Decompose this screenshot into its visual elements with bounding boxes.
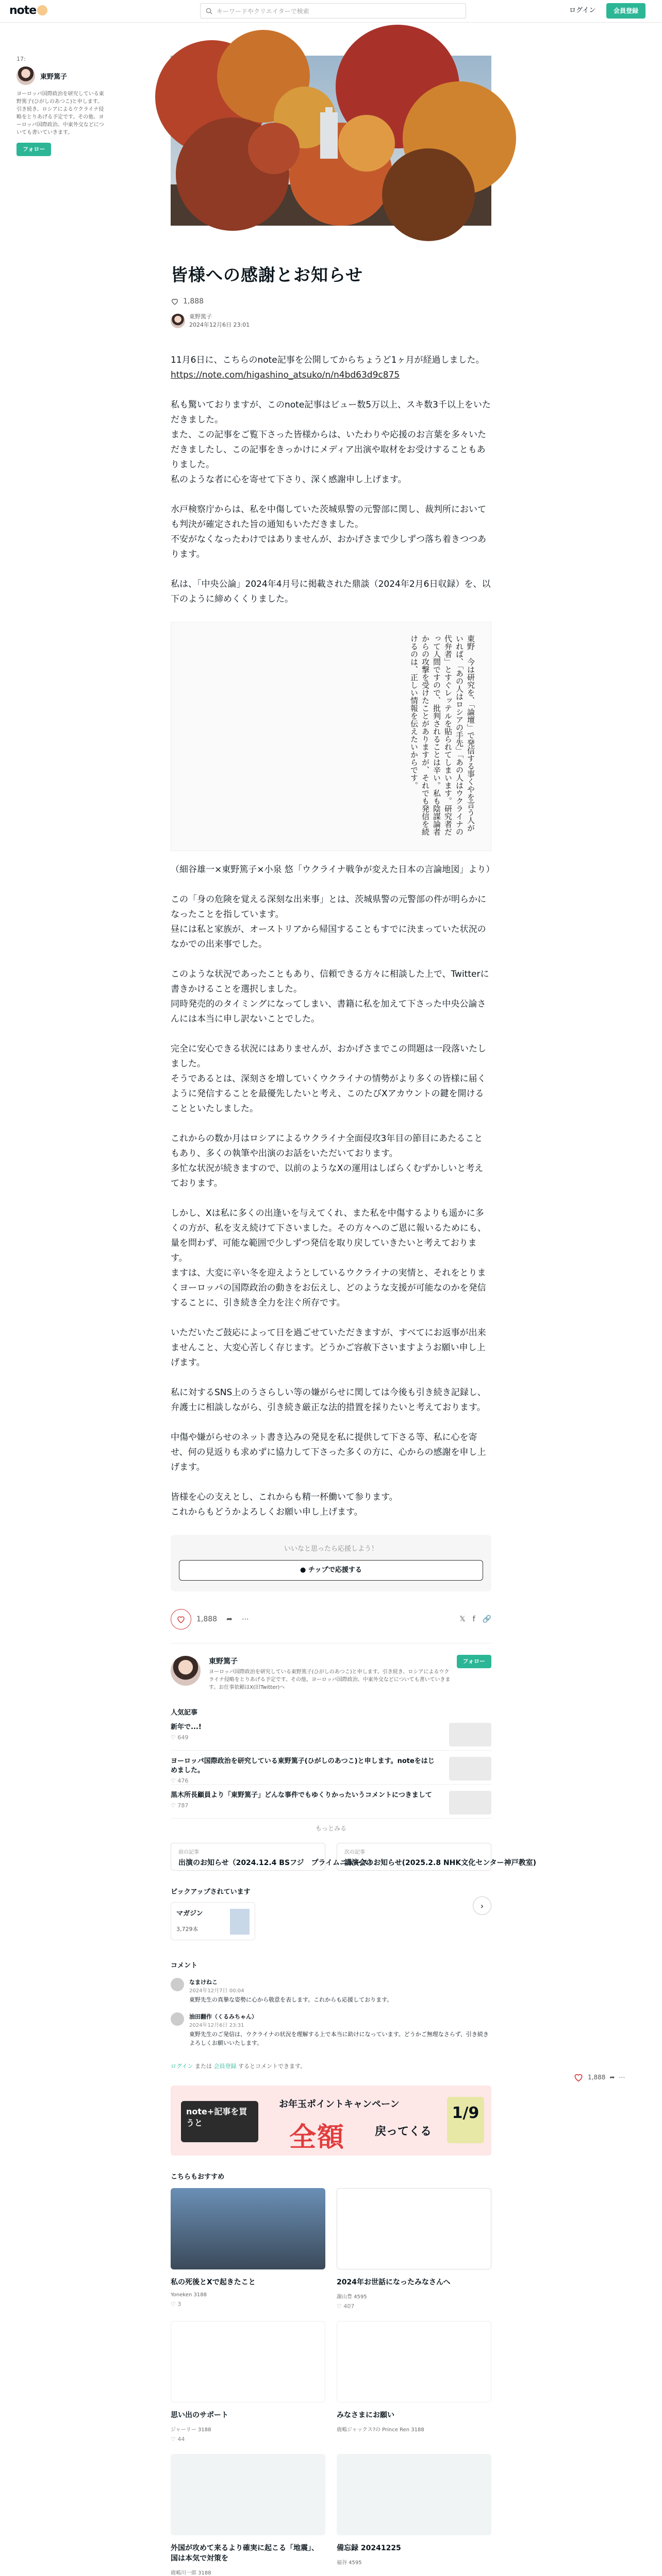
banner-date: 1/9 [447, 2097, 484, 2143]
chevron-right-icon: › [480, 1901, 484, 1911]
next-title: 講演会のお知らせ(2025.2.8 NHK文化センター神戸教室) [344, 1859, 537, 1867]
rec-card[interactable] [337, 2321, 491, 2443]
login-link[interactable]: ログイン [171, 2063, 193, 2070]
article-nav [171, 1843, 537, 1871]
heart-icon: ♡ [337, 2303, 344, 2310]
sidebar-follow-button[interactable]: フォロー [16, 143, 51, 156]
share-icon[interactable]: ➦ [609, 2074, 615, 2081]
paragraph: これからもどうかよろしくお願い申し上げます。 [171, 1507, 363, 1517]
carousel-next-button[interactable] [473, 1896, 491, 1915]
comment-text: 東野先生の真摯な姿勢に心から敬意を表します。これからも応援しております。 [189, 1996, 393, 2003]
rec-author: 福谷 4595 [337, 2560, 362, 2566]
paragraph: いただいたご鼓応によって日を過ごせていただきますが、すべてにお返事が出来ませんこと、大変心苦しく存じます。どうかご容赦下さいますようお願い申し上げます。 [171, 1328, 486, 1368]
logo-face-icon [37, 5, 47, 15]
paragraph: また、この記事をご覧下さった皆様からは、いたわりや応援のお言葉を多々いただきましたし、この記事をきっかけにメディア出演や取材をお受けすることもありました。 [171, 430, 486, 470]
quote-caption: （細谷雄一×東野篤子×小泉 悠「ウクライナ戦争が変えた日本の言論地図」より） [171, 865, 495, 875]
rec-card[interactable] [171, 2188, 325, 2310]
paragraph: 私のような者に心を寄せて下さり、深く感謝申し上げます。 [171, 474, 407, 485]
paragraph: 多忙な状況が続きますので、以前のようなXの運用はしばらくむずかしいと考えております。 [171, 1163, 484, 1189]
comments-title: コメント [171, 1962, 198, 1970]
rec-title: みなさまにお願い [337, 2411, 394, 2419]
tip-label: チップで応援する [308, 1566, 362, 1574]
rec-author: ジャーリー 3188 [171, 2427, 211, 2433]
rec-title: 2024年お世話になったみなさんへ [337, 2278, 451, 2286]
paragraph: 完全に安心できる状況にはありませんが、おかげさまでこの問題は一段落いたしました。 [171, 1044, 486, 1069]
paragraph: 昼には私と家族が、オーストリアから帰国することもすでに決まっていた状況のなかでの出来事でした。 [171, 924, 486, 950]
author-card-follow-button[interactable]: フォロー [457, 1655, 491, 1668]
author-card-bio: ヨーロッパ国際政治を研究している東野篤子(ひがしのあつこ)と申します。引き続き、ロシアによるウクライナ侵略をとりあげる予定です。その他、ヨーロッパ国際政治、中東外交などについても書いていきます。お仕事依頼はX(旧Twitter)へ [209, 1669, 451, 1690]
popular-item-thumbnail [449, 1791, 491, 1815]
heart-icon: ♡ [171, 2436, 178, 2443]
popular-item-title: 黒木所長顧員より「東野篤子」どんな事件でもゆくりかったいうコメントにつきまして [171, 1791, 432, 1799]
rec-card[interactable] [337, 2454, 491, 2576]
tip-button[interactable] [179, 1560, 483, 1581]
floating-like[interactable] [573, 2072, 625, 2082]
article [171, 56, 537, 2576]
comment-text: 東野先生のご発信は、ウクライナの状況を理解する上で本当に助けになっています。どうかご無理なさらず、引き続きよろしくお願いいたします。 [189, 2031, 489, 2046]
banner-left-text: note+記事を買うと [181, 2101, 258, 2142]
search-input[interactable] [200, 3, 466, 19]
campaign-banner[interactable] [171, 2086, 491, 2156]
recs-title: こちらもおすすめ [171, 2173, 225, 2181]
hero-image [171, 56, 491, 226]
sidebar-author-name[interactable]: 東野篤子 [40, 73, 68, 81]
magazine-card[interactable] [171, 1902, 255, 1940]
heart-icon: ♡ [171, 2301, 178, 2308]
paragraph: 中傷や嫌がらせのネット書き込みの発見を私に提供して下さる等、私に心を寄せ、何の見返りも求めずに協力して下さった多くの方に、心からの感謝を申し上げます。 [171, 1432, 486, 1472]
list-item[interactable] [171, 1717, 491, 1751]
heart-icon: ♡ [171, 1802, 178, 1809]
support-box [171, 1535, 491, 1591]
x-share-icon[interactable]: 𝕏 [459, 1615, 466, 1623]
popular-item-title: 新年で...! [171, 1723, 202, 1731]
author-card-avatar[interactable] [171, 1656, 201, 1686]
heart-icon: ♡ [171, 1734, 178, 1741]
commenter-name[interactable]: なまけねこ [189, 1979, 218, 1986]
list-item[interactable] [171, 1751, 491, 1785]
article-body [171, 353, 495, 1520]
heart-icon: ♡ [171, 1777, 178, 1784]
magazine-label: マガジン [176, 1910, 203, 1918]
login-button[interactable]: ログイン [569, 7, 596, 14]
comment-date: 2024年12月7日 00:04 [189, 1988, 244, 1994]
paragraph: 皆様を心の支えとし、これからも精一杯働いて参ります。 [171, 1492, 398, 1502]
like-button[interactable] [171, 1609, 191, 1630]
popular-item-thumbnail [449, 1723, 491, 1747]
next-label: 次の記事 [344, 1850, 365, 1855]
like-summary [171, 297, 491, 306]
search-placeholder: キーワードやクリエイターで検索 [217, 7, 309, 15]
search-icon [206, 8, 212, 14]
commenter-name[interactable]: 油田翻作（くるみちゃん） [189, 2013, 257, 2020]
popular-item-likes: 476 [177, 1777, 189, 1784]
publish-date: 2024年12月6日 23:01 [189, 321, 250, 328]
sidebar-small-text: 17: [16, 56, 26, 62]
more-icon[interactable]: ⋯ [241, 1615, 249, 1623]
heart-icon [176, 1615, 186, 1624]
share-icon[interactable]: ➦ [226, 1615, 233, 1623]
paragraph: このような状況であったこともあり、信頼できる方々に相談した上で、Twitterに書きかけることを選択しました。 [171, 969, 489, 994]
paragraph: この「身の危険を覚える深刻な出来事」とは、茨城県警の元警部の件が明らかになったことを指しています。 [171, 894, 486, 920]
link-share-icon[interactable]: 🔗 [482, 1615, 491, 1623]
rec-thumbnail [337, 2454, 491, 2535]
quote-image [171, 622, 491, 851]
rec-likes: 3 [177, 2301, 181, 2308]
like-count: 1,888 [183, 297, 204, 306]
tip-icon: ● [300, 1566, 306, 1574]
rec-thumbnail [171, 2321, 325, 2402]
magazine-thumbnail [230, 1909, 250, 1935]
popular-item-likes: 649 [177, 1734, 189, 1741]
article-author [171, 313, 491, 329]
comment [171, 1978, 491, 2004]
paragraph: 11月6日に、こちらのnote記事を公開してからちょうど1ヶ月が経過しました。 [171, 355, 485, 365]
paragraph: 水戸検察庁からは、私を中傷していた茨城県警の元警部に関し、裁判所においても判決が確定された旨の通知もいただきました。 [171, 504, 486, 530]
rec-likes: 44 [177, 2436, 185, 2443]
rec-thumbnail [337, 2188, 491, 2269]
rec-likes: 407 [343, 2303, 355, 2310]
commenter-avatar[interactable] [171, 2012, 184, 2026]
prev-label: 前の記事 [178, 1850, 199, 1855]
next-article[interactable] [337, 1843, 537, 1871]
author-avatar[interactable] [171, 314, 185, 328]
paragraph: 私は、「中央公論」2024年4月号に掲載された鼎談（2024年2月6日収録）を、以下のように締めくくりました。 [171, 579, 491, 604]
sidebar-profile [16, 56, 104, 156]
action-bar [171, 1609, 491, 1630]
facebook-share-icon[interactable]: f [472, 1615, 475, 1623]
paragraph: 私も驚いておりますが、このnote記事はビュー数5万以上、スキ数3千以上をいただきました。 [171, 400, 491, 425]
rec-author: 謝山豊 4595 [337, 2294, 367, 2300]
note-logo[interactable]: note [9, 4, 47, 17]
banner-top-text: お年玉ポイントキャンペーン [279, 2099, 400, 2110]
paragraph: しかし、Xは私に多くの出逢いを与えてくれ、また私を中傷するよりも遥かに多くの方が、私を支え続けて下さいました。その方々へのご恩に報いるためにも、量を問わず、可能な範囲で少しずつ発信を取り戻していきたいと考えております。 [171, 1208, 486, 1263]
commenter-avatar[interactable] [171, 1978, 184, 1991]
rec-thumbnail [171, 2454, 325, 2535]
prev-title: 出演のお知らせ（2024.12.4 BSフジ プライムニュース） [178, 1859, 376, 1867]
banner-big-text: 全額 [289, 2122, 345, 2153]
note-mid: または [194, 2063, 212, 2070]
banner-right-text: 戻ってくる [375, 2125, 432, 2138]
popular-item-thumbnail [449, 1757, 491, 1781]
rec-title: 思い出のサポート [171, 2411, 228, 2419]
rec-card[interactable] [171, 2321, 325, 2443]
author-card-name[interactable]: 東野篤子 [209, 1657, 238, 1666]
quote-text: 東野 今は研究を、「論壇」で発信する事くやを言う人がいれば、「あの人はロシアの手先」「あの人はウクライナの代弁者」とすぐレッテルを貼られてしまいます。研究者だって人間ですので、批判されることは辛い。私も陰謀論者からの攻撃を受けたことがありますが、それでも発信を続けるのは、正しい情報を伝えたいからです。 [409, 635, 475, 836]
comments-section [171, 1960, 491, 2070]
popular-articles [171, 1707, 491, 1833]
like-count: 1,888 [196, 1615, 218, 1623]
popular-title: 人気記事 [171, 1709, 198, 1717]
rec-thumbnail [337, 2321, 491, 2402]
pickup-title: ピックアップされています [171, 1888, 251, 1896]
note-post: するとコメントできます。 [238, 2063, 306, 2070]
heart-icon [573, 2072, 584, 2082]
pickup-section [171, 1886, 491, 1940]
avatar[interactable] [16, 66, 35, 85]
rec-title: 備忘録 20241225 [337, 2544, 401, 2552]
rec-title: 外国が攻めて来るより確実に起こる「地震」、国は本気で対策を [171, 2544, 319, 2563]
magazine-count: 3,729本 [176, 1926, 198, 1933]
paragraph: ますは、大変に辛い冬を迎えようとしているウクライナの実情と、それをとりまくヨーロッパの国際政治の動きをお伝えし、どのような支援が可能なのかを発信することに、引き続き全力を注ぐ所存です。 [171, 1268, 486, 1308]
author-name[interactable]: 東野篤子 [189, 313, 212, 320]
note-link[interactable]: https://note.com/higashino_atsuko/n/n4bd63d9c875 [171, 370, 400, 380]
heart-icon[interactable] [171, 297, 179, 306]
header [0, 0, 662, 23]
paragraph: これからの数か月はロシアによるウクライナ全面侵攻3年目の節目にあたることもあり、多くの執筆や出演のお話をいただいております。 [171, 1133, 483, 1159]
rec-author: 鹿嶋ジャックス?の Prince Ren 3188 [337, 2427, 424, 2433]
support-prompt: いいなと思ったら応援しよう！ [284, 1545, 378, 1553]
paragraph: 同時発売的のタイミングになってしまい、書籍に私を加えて下さった中央公論さんには本当に申し訳ないことでした。 [171, 999, 486, 1024]
author-card [171, 1643, 491, 1688]
comment [171, 2012, 491, 2047]
rec-author: 鹿嶋川一郎 3188 [171, 2570, 211, 2576]
floating-like-count: 1,888 [588, 2074, 606, 2081]
more-icon[interactable]: ⋯ [619, 2074, 625, 2081]
popular-item-title: ヨーロッパ国際政治を研究している東野篤子(ひがしのあつこ)と申します。noteをはじめました。 [171, 1757, 435, 1774]
article-title: 皆様への感謝とお知らせ [171, 265, 363, 285]
rec-title: 私の死後とXで起きたこと [171, 2278, 256, 2286]
signup-link[interactable]: 会員登録 [213, 2063, 237, 2070]
more-link[interactable]: もっとみる [315, 1825, 346, 1832]
comment-login-note [171, 2062, 491, 2070]
paragraph: 不安がなくなったわけではありませんが、おかげさまで少しずつ落ち着きつつあります。 [171, 534, 486, 560]
popular-item-likes: 787 [177, 1802, 189, 1809]
signup-button[interactable]: 会員登録 [606, 3, 646, 19]
rec-author: Yoneken 3188 [171, 2292, 207, 2298]
rec-card[interactable] [337, 2188, 491, 2310]
rec-thumbnail [171, 2188, 325, 2269]
paragraph: 私に対するSNS上のうさらしい等の嫌がらせに関しては今後も引き続き記録し、弁護士に相談しながら、引き続き厳正な法的措置を採りたいと考えております。 [171, 1387, 486, 1413]
list-item[interactable] [171, 1785, 491, 1819]
paragraph: そうであるとは、深刻さを増していくウクライナの情勢がより多くの皆様に届くように発信することを最優先したいと考え、このたびXアカウントの鍵を開けることといたしました。 [171, 1074, 486, 1114]
recommendations [171, 2171, 491, 2576]
rec-card[interactable] [171, 2454, 325, 2576]
sidebar-bio: ヨーロッパ国際政治を研究している東野篤子(ひがしのあつこ)と申します。引き続き、ロシアによるウクライナ侵略をとりあげる予定です。その他、ヨーロッパ国際政治、中東外交などについても書いていきます。 [16, 91, 104, 135]
comment-date: 2024年12月6日 23:31 [189, 2023, 244, 2028]
